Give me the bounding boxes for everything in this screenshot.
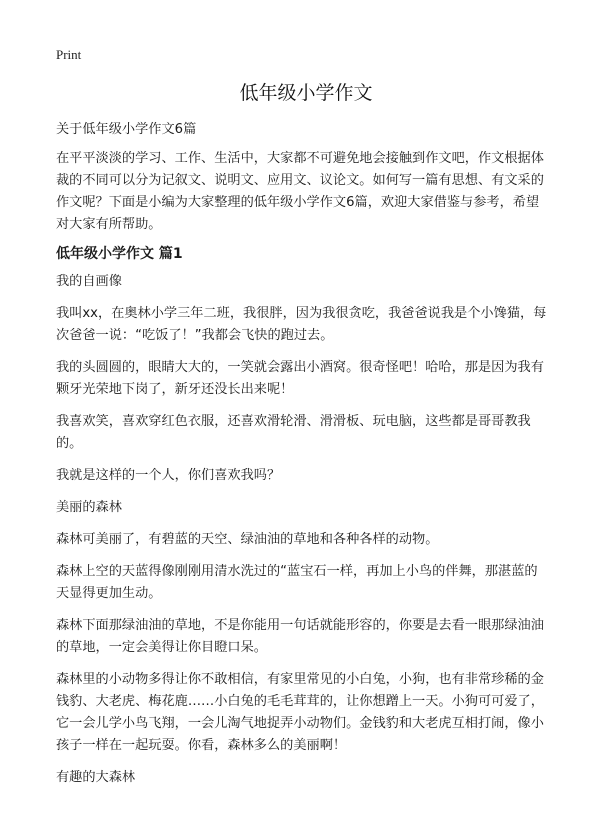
article-title: 美丽的森林: [56, 500, 122, 515]
article-title: 有趣的大森林: [56, 770, 136, 785]
document-body: [56, 119, 548, 799]
paragraph: 森林上空的天蓝得像刚刚用清水洗过的“蓝宝石一样，再加上小鸟的伴舞，那湛蓝的天显得更加生动。: [56, 564, 538, 601]
paragraph: 森林里的小动物多得让你不敢相信，有家里常见的小白兔，小狗，也有非常珍稀的金钱豹、大老虎、梅花鹿……小白兔的毛毛茸茸的，让你想蹭上一天。小狗可可爱了，它一会儿学小鸟飞翔，一会儿淘气地捉弄小动物们。金钱豹和大老虎互相打闹，像小孩子一样在一起玩耍。你看，森林多么的美丽啊！: [56, 672, 544, 753]
paragraph: 我的头圆圆的，眼睛大大的，一笑就会露出小酒窝。很奇怪吧！哈哈，那是因为我有颗牙光荣地下岗了，新牙还没长出来呢！: [56, 360, 544, 397]
article-title: 我的自画像: [56, 274, 122, 289]
paragraph: 森林可美丽了，有碧蓝的天空、绿油油的草地和各种各样的动物。: [56, 532, 439, 547]
intro-paragraph: 在平平淡淡的学习、工作、生活中，大家都不可避免地会接触到作文吧，作文根据体裁的不同可以分为记叙文、说明文、应用文、议论文。如何写一篇有思想、有文采的作文呢？下面是小编为大家整理的低年级小学作文6篇，欢迎大家借鉴与参考，希望对大家有所帮助。: [56, 151, 544, 232]
paragraph: 我叫xx，在奥林小学三年二班，我很胖，因为我很贪吃，我爸爸说我是个小馋猫，每次爸爸一说：“吃饭了！”我都会飞快的跑过去。: [56, 306, 547, 343]
page-title: 低年级小学作文: [239, 82, 373, 104]
print-link[interactable]: Print: [56, 47, 82, 62]
paragraph: 我就是这样的一个人，你们喜欢我吗？: [56, 468, 281, 483]
section-heading: 低年级小学作文 篇1: [56, 246, 183, 262]
document-subtitle: 关于低年级小学作文6篇: [56, 122, 197, 137]
paragraph: 森林下面那绿油油的草地，不是你能用一句话就能形容的，你要是去看一眼那绿油油的草地，一定会美得让你目瞪口呆。: [56, 618, 544, 655]
paragraph: 我喜欢笑，喜欢穿红色衣服，还喜欢滑轮滑、滑滑板、玩电脑，这些都是哥哥教我的。: [56, 414, 531, 451]
